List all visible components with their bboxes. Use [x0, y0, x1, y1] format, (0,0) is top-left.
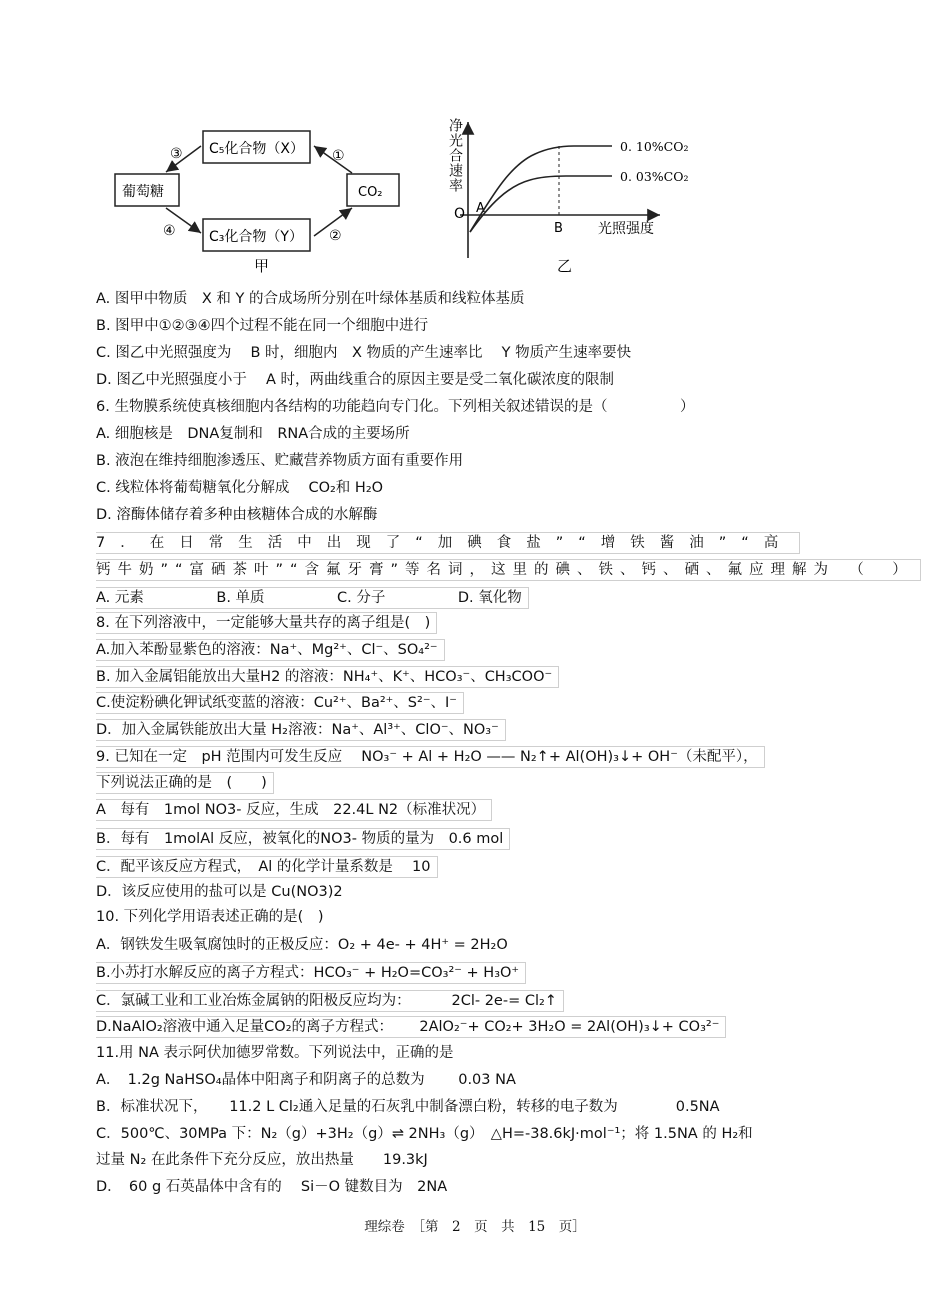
curve-high-co2 — [470, 146, 612, 232]
y-axis-label — [447, 118, 463, 193]
figure-yi-light-curve — [447, 118, 689, 275]
q6-option-d: D. 溶酶体储存着多种由核糖体合成的水解酶 — [96, 507, 378, 523]
q9-stem-line2: 下列说法正确的是 ( ) — [96, 772, 274, 794]
q10-option-c: C．氯碱工业和工业冶炼金属钠的阳极反应均为： 2Cl- 2e-= Cl₂↑ — [96, 990, 564, 1012]
point-a-label: A — [476, 201, 485, 216]
q5-option-d: D. 图乙中光照强度小于 A 时，两曲线重合的原因主要是受二氧化碳浓度的限制 — [96, 372, 615, 388]
curve-high-label: 0. 10%CO₂ — [620, 139, 689, 154]
q8-option-d: D．加入金属铁能放出大量 H₂溶液：Na⁺、Al³⁺、ClO⁻、NO₃⁻ — [96, 719, 506, 741]
q5-option-a: A. 图甲中物质 X 和 Y 的合成场所分别在叶绿体基质和线粒体基质 — [96, 291, 525, 307]
label-process-2: ② — [329, 228, 342, 244]
x-axis-label: 光照强度 — [598, 221, 654, 237]
curve-low-label: 0. 03%CO₂ — [620, 169, 689, 184]
q9-option-a: A 每有 1mol NO3- 反应，生成 22.4L N2（标准状况） — [96, 799, 492, 821]
q11-option-c-line1: C．500℃、30MPa 下：N₂（g）+3H₂（g）⇌ 2NH₃（g） △H=-38.6kJ·mol⁻¹；将 1.5NA 的 H₂和 — [96, 1126, 753, 1142]
q7-stem-line2: 钙牛奶”“富硒茶叶”“含氟牙膏”等名词，这里的碘、铁、钙、硒、氟应理解为 （ ） — [96, 559, 921, 581]
q10-option-d: D.NaAlO₂溶液中通入足量CO₂的离子方程式： 2AlO₂⁻+ CO₂+ 3H₂O = 2Al(OH)₃↓+ CO₃²⁻ — [96, 1016, 726, 1038]
co2-label: CO₂ — [358, 185, 383, 200]
y-axis-label-text: 净光合速率 — [447, 118, 463, 193]
q10-stem: 10. 下列化学用语表述正确的是( ) — [96, 909, 324, 925]
label-process-3: ③ — [170, 146, 183, 162]
q11-option-d: D． 60 g 石英晶体中含有的 Si－O 键数目为 2NA — [96, 1179, 448, 1195]
q8-option-b: B. 加入金属铝能放出大量H2 的溶液：NH₄⁺、K⁺、HCO₃⁻、CH₃COO⁻ — [96, 666, 559, 688]
figure-yi-caption: 乙 — [557, 257, 573, 275]
q8-stem: 8. 在下列溶液中，一定能够大量共存的离子组是( ) — [96, 612, 437, 634]
q8-option-c: C.使淀粉碘化钾试纸变蓝的溶液：Cu²⁺、Ba²⁺、S²⁻、I⁻ — [96, 692, 464, 714]
q5-option-b: B. 图甲中①②③④四个过程不能在同一个细胞中进行 — [96, 318, 429, 334]
q7-options: A. 元素 B. 单质 C. 分子 D. 氧化物 — [96, 587, 529, 609]
origin-label: O — [454, 206, 466, 222]
q10-option-b: B.小苏打水解反应的离子方程式：HCO₃⁻ + H₂O=CO₃²⁻ + H₃O⁺ — [96, 962, 526, 984]
q10-option-a: A．钢铁发生吸氧腐蚀时的正极反应：O₂ + 4e- + 4H⁺ = 2H₂O — [96, 937, 508, 953]
q11-option-b: B．标准状况下， 11.2 L Cl₂通入足量的石灰乳中制备漂白粉，转移的电子数为 0.5NA — [96, 1099, 720, 1115]
figure-jia-cycle-diagram — [115, 131, 399, 275]
label-process-1: ① — [332, 148, 345, 164]
q11-option-a: A． 1.2g NaHSO₄晶体中阳离子和阴离子的总数为 0.03 NA — [96, 1072, 516, 1088]
box-c3-label: C₃化合物（Y） — [209, 229, 303, 245]
q11-stem: 11.用 NA 表示阿伏加德罗常数。下列说法中，正确的是 — [96, 1045, 454, 1061]
q6-option-a: A. 细胞核是 DNA复制和 RNA合成的主要场所 — [96, 426, 410, 442]
q6-option-b: B. 液泡在维持细胞渗透压、贮藏营养物质方面有重要作用 — [96, 453, 464, 469]
figure-jia-caption: 甲 — [254, 257, 270, 275]
q8-option-a: A.加入苯酚显紫色的溶液：Na⁺、Mg²⁺、Cl⁻、SO₄²⁻ — [96, 639, 445, 661]
q6-stem: 6. 生物膜系统使真核细胞内各结构的功能趋向专门化。下列相关叙述错误的是（ ） — [96, 399, 695, 415]
q11-option-c-line2: 过量 N₂ 在此条件下充分反应，放出热量 19.3kJ — [96, 1152, 428, 1168]
glucose-label: 葡萄糖 — [122, 184, 164, 200]
curve-low-co2 — [470, 176, 612, 232]
q9-option-d: D．该反应使用的盐可以是 Cu(NO3)2 — [96, 884, 343, 900]
q9-stem-line1: 9. 已知在一定 pH 范围内可发生反应 NO₃⁻ + Al + H₂O —— N₂↑+ Al(OH)₃↓+ OH⁻（未配平）， — [96, 746, 765, 768]
q9-option-c: C．配平该反应方程式， Al 的化学计量系数是 10 — [96, 856, 438, 878]
point-b-label: B — [554, 221, 563, 236]
figures-area — [0, 0, 950, 285]
q6-option-c: C. 线粒体将葡萄糖氧化分解成 CO₂和 H₂O — [96, 480, 384, 496]
label-process-4: ④ — [163, 223, 176, 239]
q9-option-b: B．每有 1molAl 反应，被氧化的NO3- 物质的量为 0.6 mol — [96, 828, 510, 850]
q7-stem-line1: 7．在日常生活中出现了“加碘食盐”“增铁酱油”“高 — [96, 532, 800, 554]
q5-option-c: C. 图乙中光照强度为 B 时，细胞内 X 物质的产生速率比 Y 物质产生速率要快 — [96, 345, 632, 361]
page-footer: 理综卷 ［第 2 页 共 15 页］ — [364, 1219, 586, 1235]
box-c5-label: C₅化合物（X） — [209, 141, 304, 157]
